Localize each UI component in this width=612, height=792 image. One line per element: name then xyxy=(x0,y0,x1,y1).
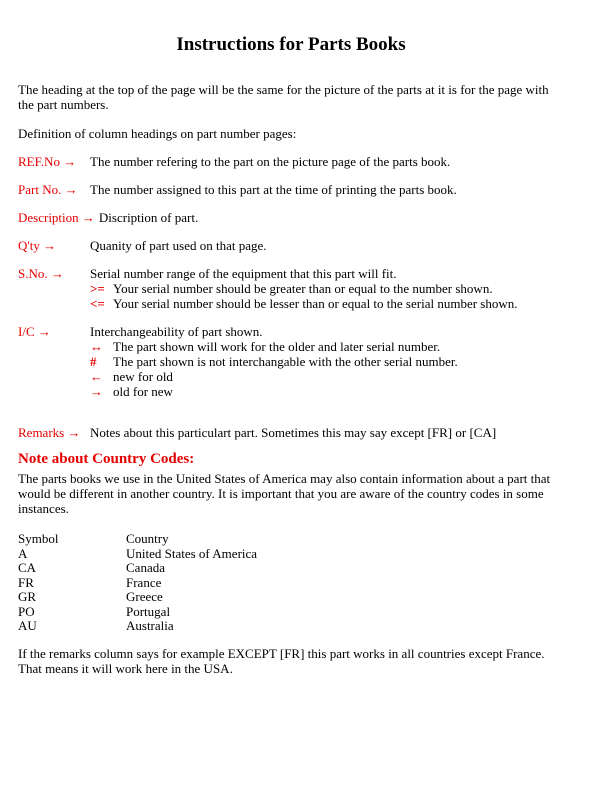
country-name-cell: Portugal xyxy=(126,603,171,619)
left-arrow-icon: ← xyxy=(90,369,103,384)
country-symbol-cell: A xyxy=(18,545,28,561)
def-text-description: Discription of part. xyxy=(98,210,199,225)
greater-equal-symbol: >= xyxy=(90,281,105,296)
ic-subitem-both xyxy=(90,339,564,354)
sno-subitem-text: Your serial number should be lesser than or equal to the serial number shown. xyxy=(113,296,518,311)
ic-subitem-hash xyxy=(90,354,564,369)
definition-row-description xyxy=(18,210,564,225)
table-row xyxy=(18,619,564,634)
table-row xyxy=(18,547,564,562)
def-label-text: I/C xyxy=(18,324,35,339)
def-text-refno: The number refering to the part on the picture page of the parts book. xyxy=(90,154,451,169)
page-title: Instructions for Parts Books xyxy=(176,34,406,55)
def-text-partno: The number assigned to this part at the time of printing the parts book. xyxy=(90,182,457,197)
table-row xyxy=(18,561,564,576)
country-name-cell: France xyxy=(126,574,162,590)
def-label-sno xyxy=(18,266,90,281)
ic-subitem-text: The part shown will work for the older and later serial number. xyxy=(113,339,441,354)
sno-subitem-text: Your serial number should be greater than or equal to the number shown. xyxy=(113,281,493,296)
definitions-intro: Definition of column headings on part number pages: xyxy=(18,126,297,141)
def-label-description xyxy=(18,210,99,225)
def-label-text: Q'ty xyxy=(18,238,40,253)
intro-paragraph: The heading at the top of the page will be the same for the picture of the parts at it is for the page with the part numbers. xyxy=(18,82,549,112)
country-name-cell: Canada xyxy=(126,560,165,575)
table-row xyxy=(18,590,564,605)
def-label-text: S.No. xyxy=(18,266,48,281)
hash-symbol: # xyxy=(90,354,97,369)
country-name-cell: Australia xyxy=(126,618,174,633)
definition-row-qty xyxy=(18,238,564,253)
table-header-row xyxy=(18,532,564,547)
country-name-cell: Greece xyxy=(126,589,163,604)
sno-subitem-lte xyxy=(90,296,564,311)
footer-line-1: If the remarks column says for example EXCEPT [FR] this part works in all countries except France. xyxy=(18,645,545,661)
definition-row-remarks xyxy=(18,425,564,440)
def-label-partno xyxy=(18,182,90,197)
def-label-text: REF.No xyxy=(18,154,60,169)
table-row xyxy=(18,576,564,591)
country-symbol-cell: PO xyxy=(18,603,35,619)
sno-subitem-gte xyxy=(90,281,564,296)
country-symbol-cell: CA xyxy=(18,560,37,575)
def-label-refno xyxy=(18,154,90,169)
country-symbol-cell: FR xyxy=(18,574,34,590)
def-label-text: Part No. xyxy=(18,182,62,197)
ic-subitem-text: old for new xyxy=(113,384,173,399)
country-symbol-cell: GR xyxy=(18,589,37,604)
right-arrow-icon: → xyxy=(50,266,64,281)
ic-subitem-old-for-new xyxy=(90,384,564,399)
right-arrow-icon: → xyxy=(64,182,78,197)
def-text-sno: Serial number range of the equipment that this part will fit. xyxy=(90,266,397,281)
definition-row-partno xyxy=(18,182,564,197)
remarks-footer-paragraph xyxy=(18,646,564,676)
country-name-cell: United States of America xyxy=(126,545,258,561)
definition-row-refno xyxy=(18,154,564,169)
def-label-ic xyxy=(18,324,90,339)
definition-row-sno xyxy=(18,266,564,281)
right-arrow-icon: → xyxy=(37,324,51,339)
def-text-qty: Quanity of part used on that page. xyxy=(90,238,267,253)
definition-row-ic xyxy=(18,324,564,339)
footer-line-2: That means it will work here in the USA. xyxy=(18,660,233,676)
def-label-text: Remarks xyxy=(18,425,65,440)
def-label-remarks xyxy=(18,425,90,440)
right-arrow-icon: → xyxy=(81,210,95,225)
ic-subitem-text: The part shown is not interchangable with the other serial number. xyxy=(113,354,458,369)
def-text-ic: Interchangeability of part shown. xyxy=(90,324,263,339)
table-row xyxy=(18,605,564,620)
column-header-symbol: Symbol xyxy=(18,531,59,546)
def-text-remarks: Notes about this particulart part. Sometimes this may say except [FR] or [CA] xyxy=(90,425,497,440)
less-equal-symbol: <= xyxy=(90,296,105,311)
def-label-text: Description xyxy=(18,210,79,225)
ic-subitem-new-for-old xyxy=(90,369,564,384)
right-arrow-icon: → xyxy=(90,384,103,399)
def-label-qty xyxy=(18,238,90,253)
right-arrow-icon: → xyxy=(67,425,81,440)
right-arrow-icon: → xyxy=(43,238,57,253)
double-arrow-icon: ↔ xyxy=(90,339,103,354)
right-arrow-icon: → xyxy=(63,154,77,169)
country-codes-table xyxy=(18,532,564,634)
ic-subitem-text: new for old xyxy=(113,369,173,384)
country-symbol-cell: AU xyxy=(18,618,37,633)
country-codes-paragraph: The parts books we use in the United States of America may also contain information about a part that would be different in another country. It is important that you are aware of the country codes in some instances. xyxy=(18,471,551,516)
column-header-country: Country xyxy=(126,531,169,546)
country-codes-heading: Note about Country Codes: xyxy=(18,451,195,467)
